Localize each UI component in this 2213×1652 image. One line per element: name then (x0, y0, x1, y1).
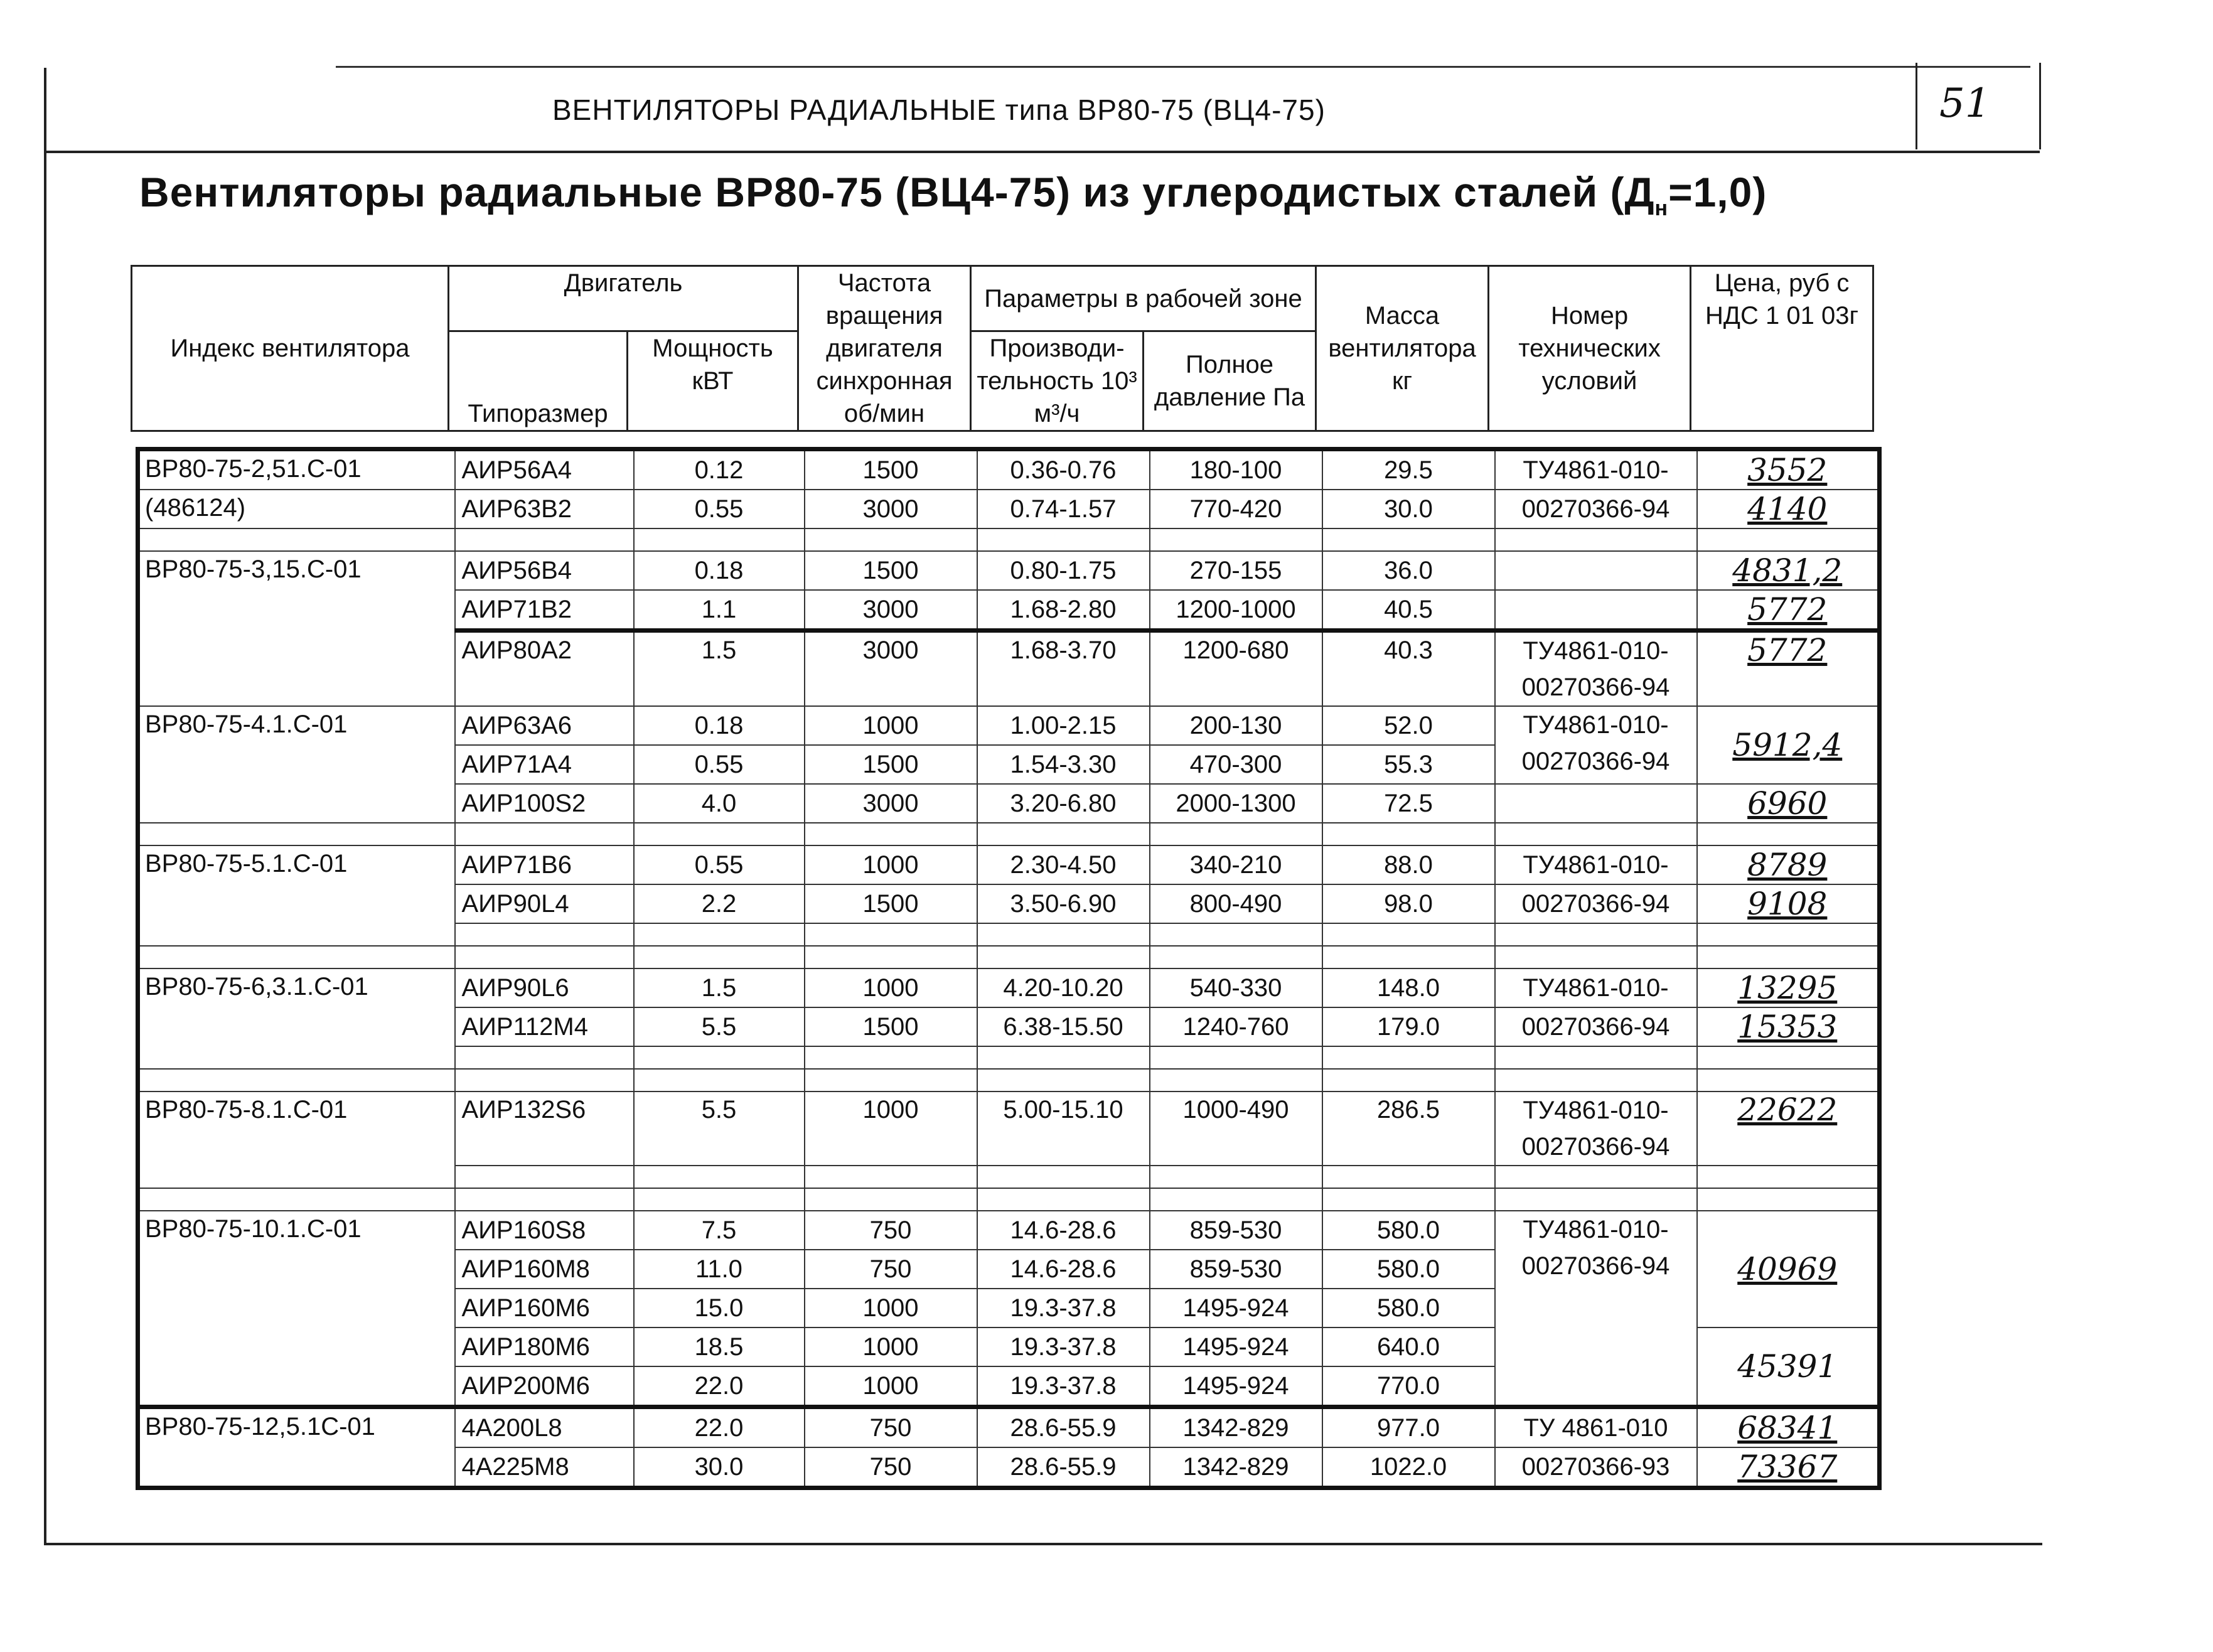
row-price: 22622 (1697, 1092, 1880, 1166)
spacer-row (138, 528, 1880, 551)
row-power: 22.0 (634, 1407, 805, 1448)
row-press: 1240-760 (1150, 1007, 1322, 1046)
row-price: 5772 (1697, 590, 1880, 631)
main-title-suffix: =1,0) (1668, 169, 1767, 215)
row-press: 1200-680 (1150, 631, 1322, 707)
row-type: АИР63А6 (455, 706, 634, 745)
row-price: 4140 (1697, 490, 1880, 528)
row-mass: 977.0 (1322, 1407, 1495, 1448)
header-power: Мощность кВТ (628, 331, 798, 431)
header-frequency: Частота вращения двигателя синхронная об/мин (798, 266, 971, 431)
row-price: 3552 (1697, 449, 1880, 490)
row-tu: ТУ4861-010- 00270366-94 (1495, 1092, 1697, 1166)
row-index: ВР80-75-4.1.С-01 (138, 706, 455, 823)
header-mass: Масса вентилятора кг (1316, 266, 1489, 431)
row-mass: 179.0 (1322, 1007, 1495, 1046)
row-prod: 19.3-37.8 (977, 1328, 1150, 1366)
row-prod: 1.00-2.15 (977, 706, 1150, 745)
row-mass: 580.0 (1322, 1250, 1495, 1289)
row-press: 859-530 (1150, 1211, 1322, 1250)
row-tu: ТУ4861-010- 00270366-94 (1495, 631, 1697, 707)
row-prod: 14.6-28.6 (977, 1250, 1150, 1289)
row-power: 18.5 (634, 1328, 805, 1366)
row-type: 4А200L8 (455, 1407, 634, 1448)
row-press: 1000-490 (1150, 1092, 1322, 1166)
row-tu: ТУ4861-010- (1495, 845, 1697, 884)
table-row (138, 706, 1880, 745)
row-freq: 3000 (805, 631, 977, 707)
row-prod: 3.50-6.90 (977, 884, 1150, 923)
row-freq: 1000 (805, 1289, 977, 1328)
row-freq: 1000 (805, 1366, 977, 1407)
row-index: ВР80-75-12,5.1С-01 (138, 1407, 455, 1488)
row-power: 1.1 (634, 590, 805, 631)
table-row (138, 490, 1880, 528)
row-tu: ТУ4861-010- 00270366-94 (1495, 1211, 1697, 1407)
row-prod: 1.54-3.30 (977, 745, 1150, 784)
row-type: 4А225М8 (455, 1447, 634, 1488)
row-freq: 1000 (805, 1328, 977, 1366)
row-type: АИР71А4 (455, 745, 634, 784)
row-type: АИР160М6 (455, 1289, 634, 1328)
header-engine: Двигатель (449, 266, 798, 331)
row-mass: 30.0 (1322, 490, 1495, 528)
spacer-row (138, 1188, 1880, 1211)
main-title-text: Вентиляторы радиальные ВР80-75 (ВЦ4-75) из углеродистых сталей (Д (139, 169, 1655, 215)
row-type: АИР71В6 (455, 845, 634, 884)
main-title (139, 168, 1767, 221)
row-power: 0.18 (634, 706, 805, 745)
row-mass: 580.0 (1322, 1211, 1495, 1250)
row-press: 270-155 (1150, 551, 1322, 590)
row-mass: 770.0 (1322, 1366, 1495, 1407)
row-freq: 750 (805, 1211, 977, 1250)
row-freq: 3000 (805, 784, 977, 823)
row-price: 5912,4 (1697, 706, 1880, 784)
page-number: 51 (1939, 80, 1991, 127)
row-tu: 00270366-94 (1495, 490, 1697, 528)
row-freq: 1000 (805, 706, 977, 745)
row-tu: 00270366-94 (1495, 884, 1697, 923)
row-press: 200-130 (1150, 706, 1322, 745)
row-press: 540-330 (1150, 968, 1322, 1007)
row-freq: 1500 (805, 884, 977, 923)
row-prod: 3.20-6.80 (977, 784, 1150, 823)
row-prod: 0.74-1.57 (977, 490, 1150, 528)
row-type: АИР56В4 (455, 551, 634, 590)
row-power: 0.18 (634, 551, 805, 590)
spacer-row (138, 1069, 1880, 1092)
row-index: ВР80-75-2,51.С-01 (138, 449, 455, 490)
row-type: АИР80А2 (455, 631, 634, 707)
row-freq: 750 (805, 1447, 977, 1488)
row-power: 4.0 (634, 784, 805, 823)
header-tu: Номер технических условий (1489, 266, 1691, 431)
row-freq: 750 (805, 1250, 977, 1289)
row-index: ВР80-75-6,3.1.С-01 (138, 968, 455, 1069)
row-press: 1495-924 (1150, 1366, 1322, 1407)
row-freq: 1500 (805, 745, 977, 784)
row-prod: 28.6-55.9 (977, 1407, 1150, 1448)
row-prod: 1.68-2.80 (977, 590, 1150, 631)
row-tu: ТУ4861-010- (1495, 449, 1697, 490)
row-price: 13295 (1697, 968, 1880, 1007)
row-prod: 2.30-4.50 (977, 845, 1150, 884)
row-freq: 1000 (805, 1092, 977, 1166)
header-title: ВЕНТИЛЯТОРЫ РАДИАЛЬНЫЕ типа ВР80-75 (ВЦ4-75) (552, 94, 1326, 126)
row-power: 7.5 (634, 1211, 805, 1250)
row-press: 470-300 (1150, 745, 1322, 784)
row-freq: 1000 (805, 845, 977, 884)
row-mass: 640.0 (1322, 1328, 1495, 1366)
row-type: АИР160S8 (455, 1211, 634, 1250)
row-power: 1.5 (634, 968, 805, 1007)
table-header (131, 265, 1874, 432)
row-type: АИР90L6 (455, 968, 634, 1007)
row-price: 9108 (1697, 884, 1880, 923)
row-price: 73367 (1697, 1447, 1880, 1488)
row-power: 0.55 (634, 490, 805, 528)
table-row (138, 1092, 1880, 1166)
row-prod: 19.3-37.8 (977, 1366, 1150, 1407)
row-press: 859-530 (1150, 1250, 1322, 1289)
row-mass: 55.3 (1322, 745, 1495, 784)
row-mass: 40.3 (1322, 631, 1495, 707)
row-power: 22.0 (634, 1366, 805, 1407)
row-power: 0.55 (634, 745, 805, 784)
row-index: ВР80-75-10.1.С-01 (138, 1211, 455, 1407)
row-press: 180-100 (1150, 449, 1322, 490)
row-price: 6960 (1697, 784, 1880, 823)
row-prod: 28.6-55.9 (977, 1447, 1150, 1488)
header-pressure: Полное давление Па (1144, 331, 1316, 431)
row-power: 5.5 (634, 1092, 805, 1166)
row-mass: 1022.0 (1322, 1447, 1495, 1488)
row-freq: 1000 (805, 968, 977, 1007)
header-productivity: Производи-тельность 10³ м³/ч (971, 331, 1144, 431)
row-mass: 52.0 (1322, 706, 1495, 745)
row-index: ВР80-75-3,15.С-01 (138, 551, 455, 706)
table-row (138, 845, 1880, 884)
row-power: 2.2 (634, 884, 805, 923)
row-freq: 750 (805, 1407, 977, 1448)
row-price: 5772 (1697, 631, 1880, 707)
row-mass: 36.0 (1322, 551, 1495, 590)
row-type: АИР132S6 (455, 1092, 634, 1166)
row-freq: 3000 (805, 490, 977, 528)
row-press: 2000-1300 (1150, 784, 1322, 823)
row-power: 11.0 (634, 1250, 805, 1289)
row-price: 40969 (1697, 1211, 1880, 1328)
row-price: 4831,2 (1697, 551, 1880, 590)
row-type: АИР160М8 (455, 1250, 634, 1289)
row-power: 0.12 (634, 449, 805, 490)
row-prod: 6.38-15.50 (977, 1007, 1150, 1046)
row-type: АИР56А4 (455, 449, 634, 490)
row-power: 5.5 (634, 1007, 805, 1046)
row-mass: 98.0 (1322, 884, 1495, 923)
row-tu: ТУ4861-010- 00270366-94 (1495, 706, 1697, 784)
row-press: 1342-829 (1150, 1407, 1322, 1448)
table-row (138, 968, 1880, 1007)
row-index: (486124) (138, 490, 455, 528)
row-tu (1495, 590, 1697, 631)
row-press: 340-210 (1150, 845, 1322, 884)
row-tu (1495, 551, 1697, 590)
row-press: 1342-829 (1150, 1447, 1322, 1488)
row-mass: 580.0 (1322, 1289, 1495, 1328)
row-index: ВР80-75-8.1.С-01 (138, 1092, 455, 1188)
header-index: Индекс вентилятора (132, 266, 449, 431)
row-press: 1495-924 (1150, 1328, 1322, 1366)
row-type: АИР90L4 (455, 884, 634, 923)
row-mass: 40.5 (1322, 590, 1495, 631)
row-prod: 5.00-15.10 (977, 1092, 1150, 1166)
row-price: 8789 (1697, 845, 1880, 884)
row-tu: 00270366-94 (1495, 1007, 1697, 1046)
row-press: 1495-924 (1150, 1289, 1322, 1328)
row-type: АИР100S2 (455, 784, 634, 823)
table-row (138, 449, 1880, 490)
header-params: Параметры в рабочей зоне (971, 266, 1316, 331)
row-prod: 0.36-0.76 (977, 449, 1150, 490)
table-row (138, 1211, 1880, 1250)
row-index: ВР80-75-5.1.С-01 (138, 845, 455, 946)
row-freq: 1500 (805, 1007, 977, 1046)
row-press: 800-490 (1150, 884, 1322, 923)
row-mass: 88.0 (1322, 845, 1495, 884)
row-type: АИР71В2 (455, 590, 634, 631)
row-tu: ТУ 4861-010 (1495, 1407, 1697, 1448)
row-prod: 0.80-1.75 (977, 551, 1150, 590)
main-title-subscript: н (1654, 196, 1669, 221)
header-type: Типоразмер (449, 331, 628, 431)
row-type: АИР200М6 (455, 1366, 634, 1407)
row-mass: 29.5 (1322, 449, 1495, 490)
row-prod: 14.6-28.6 (977, 1211, 1150, 1250)
fan-table (136, 447, 1882, 1490)
table-row (138, 551, 1880, 590)
row-prod: 1.68-3.70 (977, 631, 1150, 707)
row-power: 15.0 (634, 1289, 805, 1328)
row-type: АИР112М4 (455, 1007, 634, 1046)
row-tu: ТУ4861-010- (1495, 968, 1697, 1007)
row-press: 770-420 (1150, 490, 1322, 528)
row-mass: 72.5 (1322, 784, 1495, 823)
row-price: 45391 (1697, 1328, 1880, 1407)
row-prod: 19.3-37.8 (977, 1289, 1150, 1328)
row-tu: 00270366-93 (1495, 1447, 1697, 1488)
header-price: Цена, руб с НДС 1 01 03г (1691, 266, 1873, 431)
row-prod: 4.20-10.20 (977, 968, 1150, 1007)
row-power: 1.5 (634, 631, 805, 707)
row-mass: 286.5 (1322, 1092, 1495, 1166)
row-power: 0.55 (634, 845, 805, 884)
spacer-row (138, 946, 1880, 968)
row-power: 30.0 (634, 1447, 805, 1488)
row-price: 15353 (1697, 1007, 1880, 1046)
row-tu (1495, 784, 1697, 823)
row-mass: 148.0 (1322, 968, 1495, 1007)
row-freq: 1500 (805, 449, 977, 490)
row-type: АИР180М6 (455, 1328, 634, 1366)
row-press: 1200-1000 (1150, 590, 1322, 631)
row-freq: 3000 (805, 590, 977, 631)
row-price: 68341 (1697, 1407, 1880, 1448)
table-row (138, 1407, 1880, 1448)
row-freq: 1500 (805, 551, 977, 590)
row-type: АИР63В2 (455, 490, 634, 528)
spacer-row (138, 823, 1880, 845)
